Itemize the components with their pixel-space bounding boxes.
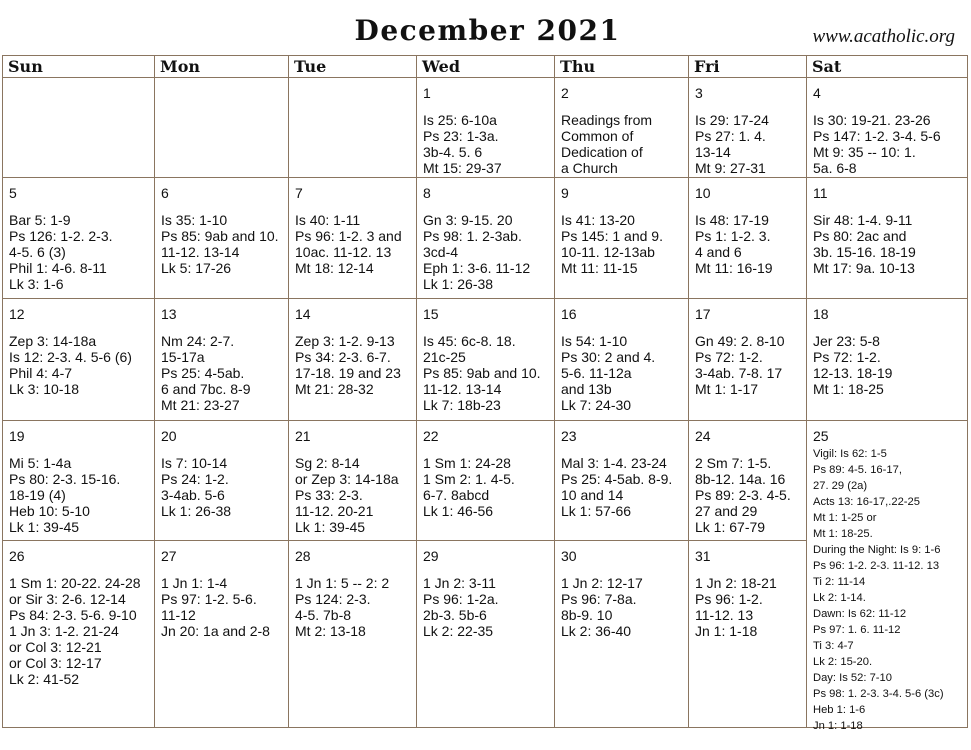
day-cell-22: [416, 420, 554, 540]
day-number: 11: [813, 185, 828, 201]
day-cell-17: [688, 298, 806, 420]
day-readings: Zep 3: 14-18a Is 12: 2-3. 4. 5-6 (6) Phil 4: 4-7 Lk 3: 10-18: [9, 333, 132, 397]
day-cell-13: [154, 298, 288, 420]
day-readings: Is 54: 1-10 Ps 30: 2 and 4. 5-6. 11-12a and 13b Lk 7: 24-30: [561, 333, 656, 413]
day-number: 2: [561, 85, 569, 101]
weekday-thu: Thu: [554, 56, 688, 78]
day-readings: Is 29: 17-24 Ps 27: 1. 4. 13-14 Mt 9: 27-31: [695, 112, 769, 176]
day-readings: Mal 3: 1-4. 23-24 Ps 25: 4-5ab. 8-9. 10 and 14 Lk 1: 57-66: [561, 455, 673, 519]
weekday-sat: Sat: [806, 56, 967, 78]
day-number: 5: [9, 185, 17, 201]
day-cell-3: [688, 78, 806, 177]
day-readings: 1 Sm 1: 24-28 1 Sm 2: 1. 4-5. 6-7. 8abcd Lk 1: 46-56: [423, 455, 515, 519]
day-cell-21: [288, 420, 416, 540]
day-number: 19: [9, 428, 25, 444]
day-cell-8: [416, 177, 554, 298]
day-cell-2: [554, 78, 688, 177]
day-cell-9: [554, 177, 688, 298]
day-readings: 1 Jn 1: 1-4 Ps 97: 1-2. 5-6. 11-12 Jn 20: 1a and 2-8: [161, 575, 270, 639]
day-cell-6: [154, 177, 288, 298]
calendar-title: December 2021: [354, 14, 621, 47]
day-number: 14: [295, 306, 311, 322]
day-readings: Gn 49: 2. 8-10 Ps 72: 1-2. 3-4ab. 7-8. 17 Mt 1: 1-17: [695, 333, 785, 397]
day-readings: 1 Jn 1: 5 -- 2: 2 Ps 124: 2-3. 4-5. 7b-8 Mt 2: 13-18: [295, 575, 390, 639]
day-cell-empty: [154, 78, 288, 177]
day-readings: Vigil: Is 62: 1-5 Ps 89: 4-5. 16-17, 27. 29 (2a) Acts 13: 16-17,.22-25 Mt 1: 1-25 or Mt 1: 18-25. During the Night: Is 9: 1-6 Ps 96: 1-2. 2-3. 11-12. 13 Ti 2: 11-14 Lk 2: 1-14. Dawn: Is 62: 11-12 Ps 97: 1. 6. 11-12 Ti 3: 4-7 Lk 2: 15-20. Day: Is 52: 7-10 Ps 98: 1. 2-3. 3-4. 5-6 (3c) Heb 1: 1-6 Jn 1: 1-18: [813, 448, 944, 732]
day-number: 29: [423, 548, 439, 564]
calendar-grid: [2, 55, 968, 732]
day-number: 20: [161, 428, 177, 444]
day-number: 13: [161, 306, 177, 322]
day-number: 8: [423, 185, 431, 201]
weekday-sun: Sun: [3, 56, 154, 78]
day-readings: 2 Sm 7: 1-5. 8b-12. 14a. 16 Ps 89: 2-3. 4-5. 27 and 29 Lk 1: 67-79: [695, 455, 791, 535]
day-readings: Is 25: 6-10a Ps 23: 1-3a. 3b-4. 5. 6 Mt 15: 29-37: [423, 112, 502, 176]
day-readings: Mi 5: 1-4a Ps 80: 2-3. 15-16. 18-19 (4) Heb 10: 5-10 Lk 1: 39-45: [9, 455, 121, 535]
day-cell-24: [688, 420, 806, 540]
day-cell-5: [3, 177, 154, 298]
day-number: 21: [295, 428, 311, 444]
day-number: 25: [813, 428, 829, 444]
day-readings: Is 40: 1-11 Ps 96: 1-2. 3 and 10ac. 11-12. 13 Mt 18: 12-14: [295, 212, 402, 276]
day-readings: Is 48: 17-19 Ps 1: 1-2. 3. 4 and 6 Mt 11: 16-19: [695, 212, 773, 276]
day-cell-11: [806, 177, 967, 298]
day-cell-1: [416, 78, 554, 177]
day-readings: 1 Jn 2: 3-11 Ps 96: 1-2a. 2b-3. 5b-6 Lk 2: 22-35: [423, 575, 499, 639]
day-readings: Zep 3: 1-2. 9-13 Ps 34: 2-3. 6-7. 17-18. 19 and 23 Mt 21: 28-32: [295, 333, 401, 397]
day-cell-15: [416, 298, 554, 420]
day-readings: Bar 5: 1-9 Ps 126: 1-2. 2-3. 4-5. 6 (3) Phil 1: 4-6. 8-11 Lk 3: 1-6: [9, 212, 113, 292]
day-cell-26: [3, 540, 154, 727]
day-cell-19: [3, 420, 154, 540]
day-cell-28: [288, 540, 416, 727]
day-number: 28: [295, 548, 311, 564]
day-number: 7: [295, 185, 303, 201]
day-readings: Readings from Common of Dedication of a Church: [561, 112, 653, 176]
day-readings: Nm 24: 2-7. 15-17a Ps 25: 4-5ab. 6 and 7bc. 8-9 Mt 21: 23-27: [161, 333, 251, 413]
day-readings: Gn 3: 9-15. 20 Ps 98: 1. 2-3ab. 3cd-4 Eph 1: 3-6. 11-12 Lk 1: 26-38: [423, 212, 531, 292]
day-readings: 1 Sm 1: 20-22. 24-28 or Sir 3: 2-6. 12-14 Ps 84: 2-3. 5-6. 9-10 1 Jn 3: 1-2. 21-24 or Col 3: 12-21 or Col 3: 12-17 Lk 2: 41-52: [9, 575, 141, 687]
day-number: 17: [695, 306, 711, 322]
day-cell-29: [416, 540, 554, 727]
day-cell-31: [688, 540, 806, 727]
day-cell-12: [3, 298, 154, 420]
day-readings: Is 41: 13-20 Ps 145: 1 and 9. 10-11. 12-13ab Mt 11: 11-15: [561, 212, 663, 276]
day-cell-30: [554, 540, 688, 727]
day-cell-16: [554, 298, 688, 420]
day-cell-10: [688, 177, 806, 298]
day-number: 10: [695, 185, 711, 201]
day-cell-25: [806, 420, 967, 732]
day-number: 1: [423, 85, 431, 101]
day-number: 4: [813, 85, 821, 101]
day-cell-14: [288, 298, 416, 420]
day-readings: Is 35: 1-10 Ps 85: 9ab and 10. 11-12. 13-14 Lk 5: 17-26: [161, 212, 279, 276]
day-cell-18: [806, 298, 967, 420]
day-cell-empty: [3, 78, 154, 177]
day-cell-23: [554, 420, 688, 540]
day-number: 15: [423, 306, 439, 322]
weekday-mon: Mon: [154, 56, 288, 78]
day-number: 23: [561, 428, 577, 444]
day-readings: Sg 2: 8-14 or Zep 3: 14-18a Ps 33: 2-3. 11-12. 20-21 Lk 1: 39-45: [295, 455, 399, 535]
day-readings: Is 7: 10-14 Ps 24: 1-2. 3-4ab. 5-6 Lk 1: 26-38: [161, 455, 232, 519]
day-number: 22: [423, 428, 439, 444]
day-readings: Is 30: 19-21. 23-26 Ps 147: 1-2. 3-4. 5-6 Mt 9: 35 -- 10: 1. 5a. 6-8: [813, 112, 941, 176]
day-number: 18: [813, 306, 829, 322]
day-readings: Sir 48: 1-4. 9-11 Ps 80: 2ac and 3b. 15-16. 18-19 Mt 17: 9a. 10-13: [813, 212, 916, 276]
day-number: 31: [695, 548, 711, 564]
day-number: 9: [561, 185, 569, 201]
day-readings: 1 Jn 2: 12-17 Ps 96: 7-8a. 8b-9. 10 Lk 2: 36-40: [561, 575, 643, 639]
day-number: 6: [161, 185, 169, 201]
weekday-fri: Fri: [688, 56, 806, 78]
day-readings: Jer 23: 5-8 Ps 72: 1-2. 12-13. 18-19 Mt 1: 18-25: [813, 333, 893, 397]
day-number: 30: [561, 548, 577, 564]
day-number: 16: [561, 306, 577, 322]
weekday-wed: Wed: [416, 56, 554, 78]
day-cell-4: [806, 78, 967, 177]
day-number: 12: [9, 306, 25, 322]
day-cell-7: [288, 177, 416, 298]
day-cell-20: [154, 420, 288, 540]
day-number: 24: [695, 428, 711, 444]
day-number: 26: [9, 548, 25, 564]
day-readings: 1 Jn 2: 18-21 Ps 96: 1-2. 11-12. 13 Jn 1: 1-18: [695, 575, 777, 639]
weekday-tue: Tue: [288, 56, 416, 78]
day-number: 27: [161, 548, 177, 564]
day-cell-27: [154, 540, 288, 727]
day-number: 3: [695, 85, 703, 101]
website-url[interactable]: www.acatholic.org: [812, 26, 955, 47]
day-readings: Is 45: 6c-8. 18. 21c-25 Ps 85: 9ab and 10. 11-12. 13-14 Lk 7: 18b-23: [423, 333, 541, 413]
day-cell-empty: [288, 78, 416, 177]
